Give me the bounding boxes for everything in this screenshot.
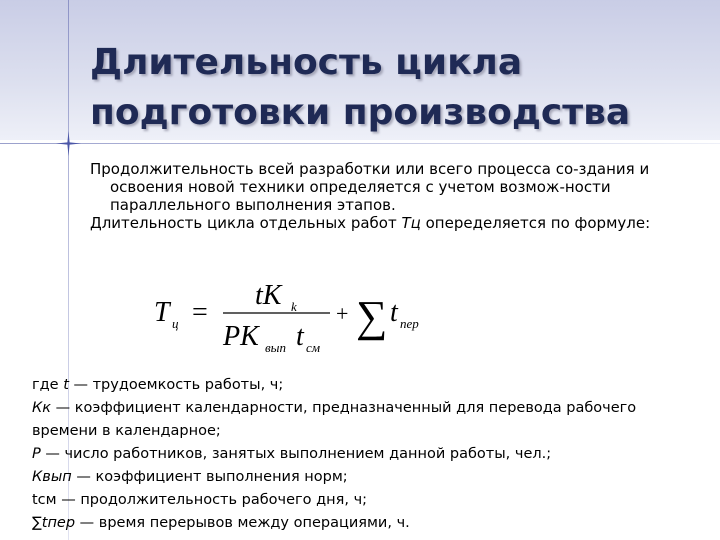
intro-paragraph-2 bbox=[90, 214, 690, 232]
definition-text: — число работников, занятых выполнением данной работы, чел.; bbox=[40, 446, 552, 462]
definition-text: — трудоемкость работы, ч; bbox=[68, 377, 284, 393]
definition-symbol: Кк bbox=[32, 400, 52, 416]
formula-denominator-a: PK bbox=[223, 321, 259, 352]
intro-paragraph-2-suffix: опеределяется по формуле: bbox=[420, 214, 651, 232]
formula-numerator: tK bbox=[255, 280, 282, 311]
definition-text: — коэффициент выполнения норм; bbox=[71, 469, 348, 485]
cycle-duration-symbol: Тц bbox=[401, 214, 421, 232]
definition-line bbox=[32, 443, 712, 466]
formula-numerator-sub: k bbox=[291, 299, 297, 314]
intro-paragraph-2-prefix: Длительность цикла отдельных работ bbox=[90, 214, 402, 232]
formula-term-sub: пер bbox=[400, 316, 419, 331]
definition-symbol: ∑tпер bbox=[32, 515, 76, 531]
formula-plus: + bbox=[336, 301, 349, 326]
definition-text: — продолжительность рабочего дня, ч; bbox=[56, 492, 368, 508]
definition-symbol: Р bbox=[32, 446, 41, 462]
formula-denominator-b: t bbox=[296, 321, 304, 352]
definition-line bbox=[32, 420, 712, 443]
formula-lhs-sub: ц bbox=[172, 316, 179, 331]
definition-prefix: где bbox=[32, 377, 64, 393]
definition-symbol: tсм bbox=[32, 492, 57, 508]
definition-symbol: t bbox=[63, 377, 69, 393]
formula-term: t bbox=[390, 297, 398, 328]
definition-line bbox=[32, 512, 712, 535]
definition-line bbox=[32, 489, 712, 512]
title-line-2: подготовки производства bbox=[90, 92, 631, 133]
formula-denominator-b-sub: см bbox=[306, 340, 321, 355]
title-line-1: Длительность цикла bbox=[90, 42, 523, 83]
definition-symbol: Квып bbox=[32, 469, 72, 485]
formula-denominator-a-sub: вып bbox=[265, 340, 286, 355]
formula-sum-sign: ∑ bbox=[356, 292, 388, 341]
slide-title bbox=[90, 38, 690, 138]
symbol-definitions bbox=[32, 374, 712, 535]
decorative-horizontal-line bbox=[0, 143, 720, 144]
definition-line bbox=[32, 397, 712, 420]
formula-equals: = bbox=[192, 297, 208, 328]
intro-paragraph-1: Продолжительность всей разработки или всего процесса со-здания и освоения новой техники определяется с учетом возмож-ности параллельного выполнения этапов. bbox=[90, 160, 650, 214]
sparkle-icon bbox=[56, 131, 81, 156]
definition-line bbox=[32, 466, 712, 489]
definition-line bbox=[32, 374, 712, 397]
definition-text: времени в календарное; bbox=[32, 423, 221, 439]
formula-lhs: T bbox=[154, 297, 170, 328]
intro-text bbox=[90, 160, 690, 232]
definition-text: — коэффициент календарности, предназначенный для перевода рабочего bbox=[51, 400, 637, 416]
cycle-duration-formula bbox=[150, 275, 450, 355]
definition-text: — время перерывов между операциями, ч. bbox=[75, 515, 410, 531]
